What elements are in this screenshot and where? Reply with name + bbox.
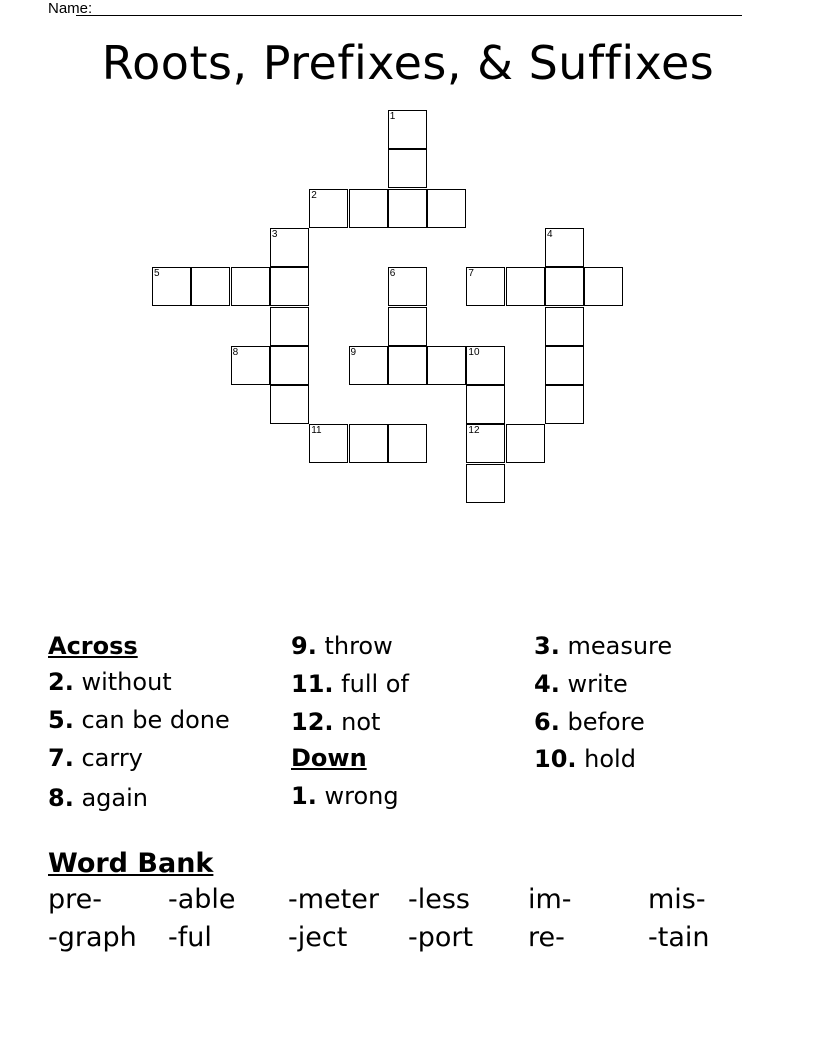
grid-cell[interactable]: [506, 267, 545, 306]
grid-cell[interactable]: [466, 385, 505, 424]
grid-cell[interactable]: [545, 267, 584, 306]
clue-across-7: 7. carry: [48, 744, 143, 772]
clue-down-1: 1. wrong: [291, 782, 399, 810]
across-header: Across: [48, 632, 138, 660]
word-bank-item: -meter: [288, 884, 379, 915]
grid-cell[interactable]: [231, 346, 270, 385]
clue-across-9: 9. throw: [291, 632, 393, 660]
grid-cell[interactable]: [270, 385, 309, 424]
grid-cell[interactable]: [545, 307, 584, 346]
word-bank-item: -ject: [288, 922, 348, 953]
word-bank-item: -graph: [48, 922, 137, 953]
grid-cell[interactable]: [388, 424, 427, 463]
clue-across-5: 5. can be done: [48, 706, 230, 734]
grid-cell[interactable]: [152, 267, 191, 306]
grid-cell[interactable]: [545, 228, 584, 267]
grid-cell[interactable]: [427, 189, 466, 228]
clue-number: 10: [468, 346, 480, 358]
grid-cell[interactable]: [388, 307, 427, 346]
clue-down-10: 10. hold: [534, 745, 636, 773]
grid-cell[interactable]: [388, 346, 427, 385]
clue-across-8: 8. again: [48, 784, 148, 812]
grid-cell[interactable]: [270, 228, 309, 267]
clue-number: 12: [468, 425, 480, 437]
grid-cell[interactable]: [466, 346, 505, 385]
grid-cell[interactable]: [191, 267, 230, 306]
grid-cell[interactable]: [545, 385, 584, 424]
clue-number: 5: [154, 268, 160, 280]
clue-number: 1: [389, 111, 396, 122]
grid-cell[interactable]: [427, 346, 466, 385]
clue-number: 7: [468, 268, 474, 280]
grid-cell[interactable]: [349, 189, 388, 228]
word-bank-item: -tain: [648, 922, 710, 953]
word-bank-item: im-: [528, 884, 572, 915]
word-bank-item: -port: [408, 922, 474, 953]
name-label: Name:: [48, 0, 93, 17]
clue-down-6: 6. before: [534, 708, 645, 736]
grid-cell[interactable]: [349, 424, 388, 463]
clue-number: 9: [350, 346, 357, 358]
grid-cell[interactable]: [349, 346, 388, 385]
clue-down-4: 4. write: [534, 670, 628, 698]
grid-cell[interactable]: [545, 346, 584, 385]
word-bank-item: mis-: [648, 884, 706, 915]
grid-cell[interactable]: [506, 424, 545, 463]
clue-number: 3: [271, 228, 278, 240]
clue-across-12: 12. not: [291, 708, 381, 736]
grid-cell[interactable]: [231, 267, 270, 306]
grid-cell[interactable]: [388, 189, 427, 228]
grid-cell[interactable]: [388, 110, 427, 149]
word-bank-item: -able: [168, 884, 236, 915]
word-bank-header: Word Bank: [48, 848, 214, 879]
grid-cell[interactable]: [270, 267, 309, 306]
name-line: [76, 15, 742, 16]
clue-number: 6: [389, 268, 396, 280]
grid-cell[interactable]: [466, 267, 505, 306]
clue-across-11: 11. full of: [291, 670, 409, 698]
grid-cell[interactable]: [270, 307, 309, 346]
grid-cell[interactable]: [388, 267, 427, 306]
clue-number: 11: [311, 425, 322, 437]
word-bank-item: -ful: [168, 922, 212, 953]
clue-down-3: 3. measure: [534, 632, 673, 660]
grid-cell[interactable]: [466, 464, 505, 503]
grid-cell[interactable]: [270, 346, 309, 385]
clue-across-2: 2. without: [48, 668, 172, 696]
word-bank-item: re-: [528, 922, 565, 953]
clue-number: 2: [311, 189, 317, 201]
grid-cell[interactable]: [388, 149, 427, 188]
page-title: Roots, Prefixes, & Suffixes: [101, 36, 715, 90]
grid-cell[interactable]: [309, 424, 348, 463]
word-bank-item: pre-: [48, 884, 102, 915]
grid-cell[interactable]: [309, 189, 348, 228]
down-header: Down: [291, 744, 367, 772]
grid-cell[interactable]: [584, 267, 623, 306]
word-bank-item: -less: [408, 884, 470, 915]
clue-number: 8: [232, 346, 239, 358]
clue-number: 4: [547, 228, 553, 240]
grid-cell[interactable]: [466, 424, 505, 463]
